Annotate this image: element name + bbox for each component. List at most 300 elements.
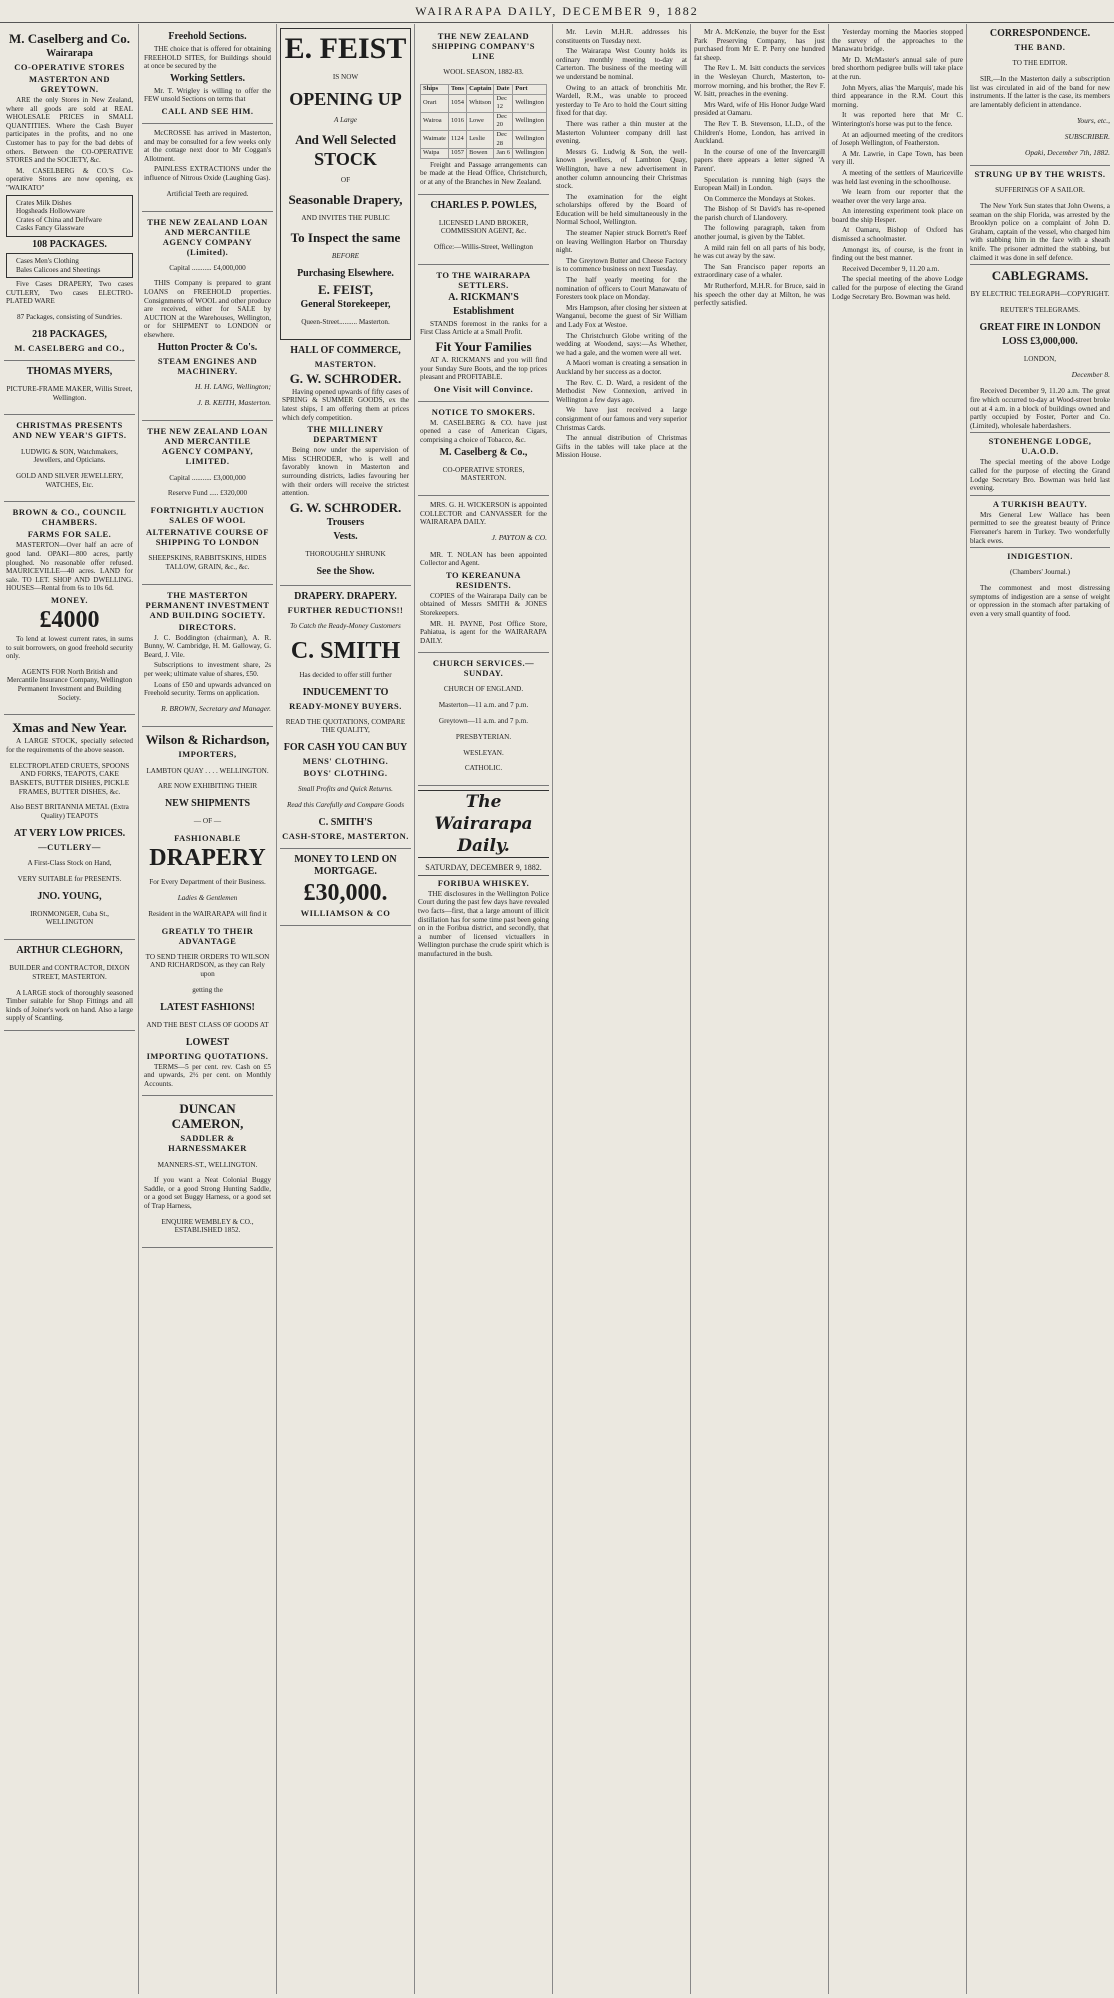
saddler-line: SADDLER & HARNESSMAKER <box>168 1133 247 1154</box>
strung-body: The New York Sun states that John Owens, a seaman on the ship Florida, was arrested by the Brooklyn police on a complaint of John D. Graham, captain of the vessel, who charged him with stabbing him in the face with a sheath knife. The prisoner admitted the stabbing, but claimed it was done in self defence. <box>970 202 1110 262</box>
thirty-thousand: £30,000. <box>303 879 388 906</box>
myers-ad <box>4 361 135 416</box>
column-6 <box>694 26 825 1994</box>
drapery-title: DRAPERY <box>149 845 266 872</box>
news-paragraph: Received December 9, 11.20 a.m. <box>842 264 940 273</box>
drapery-drapery: DRAPERY. DRAPERY. <box>294 590 397 602</box>
decided-line: Has decided to offer still further <box>299 670 392 679</box>
news-paragraph: The steamer Napier struck Borrett's Reef on leaving Wellington Harbor on Thursday night. <box>556 229 687 255</box>
news-paragraph: On Commerce the Mondays at Stokes. <box>704 194 815 203</box>
table-row <box>421 112 547 130</box>
inducement-line: INDUCEMENT TO <box>302 686 389 698</box>
foribua-title: FORIBUA WHISKEY. <box>437 877 530 888</box>
column-rule <box>276 24 277 1994</box>
farms-title: FARMS FOR SALE. <box>27 529 112 540</box>
ladies-line: Ladies & Gentlemen <box>177 894 238 903</box>
jno-sub: IRONMONGER, Cuba St., WELLINGTON <box>30 909 109 927</box>
london-line: LONDON, <box>1023 355 1057 364</box>
see-show: See the Show. <box>316 565 375 577</box>
vests-line: Vests. <box>333 530 358 542</box>
news-paragraph: The Rev. C. D. Ward, a resident of the Methodist New Connexion, arrived in Wellington a few days ago. <box>556 378 687 404</box>
correspondence-title: CORRESPONDENCE. <box>989 28 1091 39</box>
read-carefully: Read this Carefully and Compare Goods <box>286 801 405 810</box>
families-title: TO THE WAIRARAPA SETTLERS. <box>436 269 531 290</box>
news-paragraph: A Mr. Lawrie, in Cape Town, has been very ill. <box>832 149 963 167</box>
smith-ad <box>280 586 411 849</box>
storekeeper-line: General Storekeeper, <box>300 298 391 310</box>
capital-line: Capital ........... £4,000,000 <box>169 263 246 272</box>
column-rule <box>138 24 139 1994</box>
caselberg-ad <box>4 26 135 361</box>
capital2-line: Capital ........... £3,000,000 <box>169 473 246 482</box>
hutton-line: Hutton Procter & Co's. <box>157 341 258 353</box>
catholic: CATHOLIC. <box>464 764 503 773</box>
indigestion-body: The commonest and most distressing symptoms of indigestion are a sense of weight or oppression in the stomach after partaking of even a very small quantity of food. <box>970 584 1110 618</box>
news-paragraph: The examination for the eight scholarships offered by the Board of Education will be held simultaneously in the Normal School, Wellington. <box>556 192 687 227</box>
packages-218: 218 PACKAGES, <box>32 328 107 340</box>
arthur-sub: BUILDER and CONTRACTOR, DIXON STREET, MASTERTON. <box>9 964 130 981</box>
mc-items-box <box>6 195 133 237</box>
fortnightly-line: FORTNIGHTLY AUCTION SALES OF WOOL <box>150 505 265 526</box>
fire-body: Received December 9, 11.20 a.m. The great fire which occurred to-day at Wood-street broke out at 4 a.m. in a block of buildings owned and partly occupied by Foster, Porter and Co. (Limited), wholesale haberdashers. <box>970 387 1110 430</box>
nz-loan-ad <box>142 212 273 422</box>
nz-loan-body: THIS Company is prepared to grant LOANS on FREEHOLD properties. Consignments of WOOL and other produce are received, either for SALE by AUCTION at the Warehouses, Wellington, or for SHIPMENT to LONDON or elsewhere. <box>144 279 271 340</box>
freehold-ad <box>142 26 273 124</box>
electroplate-line: ELECTROPLATED CRUETS, SPOONS AND FORKS, TEAPOTS, CAKE BASKETS, BUTTER DISHES, PICKLE FRAMES, BUTTER DISHES, &c. <box>9 761 130 796</box>
trousers-line: Trousers <box>326 516 365 528</box>
nz-shipping-title: THE NEW ZEALAND SHIPPING COMPANY'S LINE <box>431 31 536 61</box>
table-cell: Dec 28 <box>494 130 513 148</box>
news-paragraph: Yesterday morning the Maories stopped the survey of the approaches to the Manawatu bridge. <box>832 28 963 54</box>
table-cell: Lowe <box>467 112 494 130</box>
electric-line: BY ELECTRIC TELEGRAPH—COPYRIGHT. <box>970 290 1110 299</box>
fit-families: Fit Your Families <box>435 339 532 355</box>
caselberg-body: ARE the only Stores in New Zealand, where all goods are sold at REAL WHOLESALE PRICES in SMALL QUANTITIES. Where the Cash Buyer participates in the profits, and no one Customer has to pay for the bad debts of others. Between the CO-OPERATIVE STORES and the SOCIETY, &c. <box>6 96 133 165</box>
news-paragraph: It was reported here that Mr C. Winterington's horse was put to the fence. <box>832 111 963 128</box>
to-editor: TO THE EDITOR. <box>1012 59 1068 68</box>
invites-line: AND INVITES THE PUBLIC <box>301 214 390 223</box>
farms-body: MASTERTON—Over half an acre of good land. OPAKI—800 acres, partly ploughed. No reasonable offer refused. MAURICEVILLE—40 acres. LAND for sale. TO LET. SHOP AND DWELLING. HOUSES—Rental from 6s to 10s 6d. <box>6 541 133 593</box>
further-reductions: FURTHER REDUCTIONS!! <box>287 604 404 615</box>
cutlery-line: —CUTLERY— <box>38 841 101 852</box>
table-cell: Wellington <box>513 94 547 112</box>
alternative-line: ALTERNATIVE COURSE OF SHIPPING TO LONDON <box>146 527 269 548</box>
very-low-line: AT VERY LOW PRICES. <box>13 827 126 839</box>
small-profits: Small Profits and Quick Returns. <box>298 785 393 794</box>
table-cell: Wairoa <box>421 112 449 130</box>
table-header: Ships <box>421 84 449 94</box>
news-paragraph: The special meeting of the above Lodge called for the purpose of electing the Grand Lodge Secretary Bro. Bowman was held. <box>832 275 963 301</box>
nameplate: The Wairarapa Daily. <box>418 790 549 858</box>
packages-title: 108 PACKAGES. <box>32 238 107 250</box>
sheepskins-line: SHEEPSKINS, RABBITSKINS, HIDES TALLOW, GRAIN, &c., &c. <box>148 554 267 571</box>
importing-line: IMPORTING QUOTATIONS. <box>146 1050 269 1061</box>
news-paragraph: The Rev L. M. Isitt conducts the services in the Wesleyan Church, Masterton, to-morrow morning, and his brother, the Rev F. W. Isitt, preaches in the evening. <box>694 64 825 99</box>
money-lend: MONEY TO LEND ON MORTGAGE. <box>294 853 397 877</box>
table-cell: 1057 <box>448 149 466 159</box>
smokers-ad <box>418 402 549 496</box>
smokers-title: NOTICE TO SMOKERS. <box>431 406 536 417</box>
powles-sub: LICENSED LAND BROKER, COMMISSION AGENT, &c. <box>438 218 529 236</box>
table-cell: Bowen <box>467 149 494 159</box>
feist-ad <box>280 28 411 340</box>
csmith-sign: C. SMITH'S <box>318 816 373 828</box>
feist-sign: E. FEIST, <box>317 281 374 297</box>
stonehenge-title: STONEHENGE LODGE, U.A.O.D. <box>970 432 1110 456</box>
mc-item: Crates Milk Dishes <box>16 198 72 207</box>
brown-ad <box>4 502 135 715</box>
news-paragraph: Mr A. McKenzie, the buyer for the Esst Park Preserving Company, has just purchased from Mr E. P. Perry one hundred fat sheep. <box>694 28 825 62</box>
indigestion-title: INDIGESTION. <box>970 547 1110 561</box>
news-paragraph: The Christchurch Globe writing of the wedding at Woodend, says:—As Whether, we had a gale, and the women were all wet. <box>556 331 687 357</box>
news-paragraph: The following paragraph, taken from another journal, is given by the Tablet. <box>694 224 825 242</box>
news-paragraph: A mild rain fell on all parts of his body, he was cut away by the saw. <box>694 243 825 261</box>
csmith-title: C. SMITH <box>290 637 401 664</box>
cleghorn-ad <box>4 940 135 1031</box>
london-date: December 8. <box>1071 370 1110 380</box>
mc-item: Casks Fancy Glassware <box>16 224 85 233</box>
wilson-ask: ARE NOW EXHIBITING THEIR <box>157 782 258 791</box>
table-cell: Wellington <box>513 149 547 159</box>
news-paragraph: The annual distribution of Christmas Gifts in the tables will take place at the Mission House. <box>556 434 687 460</box>
table-header: Date <box>494 84 513 94</box>
mc-item: Hogsheads Hollowware <box>16 207 85 216</box>
greatly-line: GREATLY TO THEIR ADVANTAGE <box>161 925 254 946</box>
reserve-line: Reserve Fund ..... £320,000 <box>167 489 248 498</box>
column-8 <box>970 26 1110 1994</box>
wool-season: WOOL SEASON, 1882-83. <box>443 68 524 77</box>
directors-title: DIRECTORS. <box>178 621 237 632</box>
table-cell: Orari <box>421 94 449 112</box>
packages-87: 87 Packages, consisting of Sundries. <box>16 313 122 322</box>
column-3 <box>280 26 411 1994</box>
painless-body: PAINLESS EXTRACTIONS under the influence of Nitrous Oxide (Laughing Gas). <box>144 165 271 182</box>
stone-body: The special meeting of the above Lodge called for the purpose of electing the Grand Lodge Secretary Bro. Bowman was held last evening. <box>970 458 1110 493</box>
shipping-table <box>420 84 547 159</box>
xmas-body: A LARGE STOCK, specially selected for the requirements of the above season. <box>6 737 133 755</box>
money-body: To lend at lowest current rates, in sums to suit borrowers, on good freehold security only. <box>6 634 133 661</box>
news-paragraph: There was rather a thin muster at the Masterton Volunteer company drill last evening. <box>556 119 687 146</box>
every-dept: For Every Department of their Business. <box>149 878 266 887</box>
church-title: CHURCH SERVICES.—SUNDAY. <box>432 658 535 679</box>
lowest-line: LOWEST <box>185 1036 230 1048</box>
column-rule <box>966 24 967 1994</box>
suitable-line: VERY SUITABLE for PRESENTS. <box>17 874 122 883</box>
table-cell: Jan 6 <box>494 149 513 159</box>
cameron-ad <box>142 1096 273 1248</box>
powles-ad <box>418 195 549 265</box>
news-paragraph: Amongst its, of course, is the front in finding out the best manner. <box>832 245 963 263</box>
table-cell: Leslie <box>467 130 494 148</box>
spring-body: Having opened upwards of fifty cases of SPRING & SUMMER GOODS, ex the latest ships, I am offering them at prices which defy competition. <box>282 387 409 422</box>
myers-title: THOMAS MYERS, <box>26 365 113 377</box>
keith-sign: J. B. KEITH, Masterton. <box>197 398 271 408</box>
powles-office: Office:—Willis-Street, Wellington <box>433 243 534 252</box>
call-see-him: CALL AND SEE HIM. <box>161 105 254 116</box>
signed-line: SUBSCRIBER. <box>1064 131 1110 141</box>
xmas-title: Xmas and New Year. <box>12 720 127 736</box>
masthead: WAIRARAPA DAILY, DECEMBER 9, 1882 <box>0 0 1114 23</box>
of-line: — OF — <box>193 817 222 826</box>
mortgage-ad <box>280 849 411 926</box>
table-cell: Wellington <box>513 130 547 148</box>
thoroughly-line: THOROUGHLY SHRUNK <box>305 549 386 558</box>
table-header: Tons <box>448 84 466 94</box>
table-cell: 1054 <box>448 94 466 112</box>
britannia-line: Also BEST BRITANNIA METAL (Extra Quality) TEAPOTS <box>10 803 129 820</box>
feist-name: E. FEIST <box>284 32 407 65</box>
wilson-title: Wilson & Richardson, <box>145 732 270 748</box>
yours-line: Yours, etc., <box>1076 115 1110 125</box>
arthur-body: A LARGE stock of thoroughly seasoned Timber suitable for Shop Fittings and all kinds of Joiner's work on hand. Also a large supply of Scantling. <box>6 988 133 1023</box>
column-2 <box>142 26 273 1994</box>
church-england: CHURCH OF ENGLAND. <box>443 685 524 694</box>
hall-town: MASTERTON. <box>314 358 377 369</box>
dentist-ad <box>142 124 273 212</box>
inspect-line: To Inspect the same <box>290 229 401 245</box>
first-class-line: A First-Class Stock on Hand, <box>27 858 112 867</box>
column-1 <box>4 26 135 1994</box>
drapery-line: Five Cases DRAPERY, Two cases CUTLERY, Two cases ELECTRO-PLATED WARE <box>6 280 133 306</box>
send-orders: TO SEND THEIR ORDERS TO WILSON AND RICHARDSON, as they can Rely upon <box>145 952 270 978</box>
brown-title: BROWN & CO., COUNCIL CHAMBERS. <box>12 507 127 528</box>
strung-title: STRUNG UP BY THE WRISTS. <box>970 165 1110 179</box>
is-now: IS NOW <box>332 73 359 82</box>
news-paragraph: We have just received a large consignment of our famous and very superior Christmas Cards. <box>556 406 687 432</box>
copies-line: COPIES of the Wairarapa Daily can be obtained of Messrs SMITH & JONES Storekeepers. <box>420 591 547 617</box>
ready-buyers: READY-MONEY BUYERS. <box>289 700 402 711</box>
news-paragraph: John Myers, alias 'the Marquis', made his third appearance in the R.M. Court this morning. <box>832 83 963 109</box>
reduced-line: READ THE QUOTATIONS, COMPARE THE QUALITY, <box>285 717 406 735</box>
duncan-body: If you want a Neat Colonial Buggy Saddle, or a good Strong Hunting Saddle, or a good set Buggy Harness, or a good set of Trap Harness, <box>144 1176 271 1211</box>
wickerson-line: MRS. G. H. WICKERSON is appointed COLLECTOR and CANVASSER for the WAIRARAPA DAILY. <box>420 501 547 527</box>
mens-clothing: MENS' CLOTHING. <box>302 756 389 767</box>
resident-line: Resident in the WAIRARAPA will find it <box>148 909 267 918</box>
schroder-title: G. W. SCHRODER. <box>289 370 402 386</box>
freehold-body: THE choice that is offered for obtaining FREEHOLD SITES, for Buildings should at once be secured by the <box>144 45 271 71</box>
column-rule <box>828 24 829 1994</box>
lang-sign: H. H. LANG, Wellington; <box>195 382 271 392</box>
agents-ad <box>418 496 549 653</box>
payne-line: MR. H. PAYNE, Post Office Store, Pahiatua, is agent for the WAIRARAPA DAILY. <box>420 619 547 645</box>
establishment-line: Establishment <box>452 305 515 317</box>
table-row <box>421 149 547 159</box>
news-paragraph: At an adjourned meeting of the creditors of Joseph Wellington, of Featherston. <box>832 130 963 148</box>
greytown-church: Greytown—11 a.m. and 7 p.m. <box>438 717 529 726</box>
news-paragraph: Owing to an attack of bronchitis Mr. Wardell, R.M., was unable to proceed yesterday to Te Aro to hold the Court sitting fixed for that day. <box>556 83 687 118</box>
table-cell: Waimate <box>421 130 449 148</box>
news-paragraph: Mrs Ward, wife of His Honor Judge Ward presided at Oamaru. <box>694 100 825 118</box>
news-paragraph: A Maori woman is creating a sensation in Auckland by her success as a doctor. <box>556 359 687 376</box>
money-amount: £4000 <box>39 606 100 633</box>
money-title: MONEY. <box>51 594 88 605</box>
turkish-title: A TURKISH BEAUTY. <box>970 495 1110 509</box>
table-cell: Wellington <box>513 112 547 130</box>
and-well: And Well Selected <box>295 131 396 147</box>
table-header: Port <box>513 84 547 94</box>
news-paragraph: The Rev T. B. Stevenson, LL.D., of the Children's Home, London, has arrived in Auckland. <box>694 119 825 146</box>
gold-silver-line: GOLD AND SILVER JEWELLERY, WATCHES, Etc. <box>15 471 123 489</box>
coop-stores: CO-OPERATIVE STORES, MASTERTON. <box>442 465 525 483</box>
packages-item: Bales Calicoes and Sheetings <box>16 265 101 274</box>
column-rule <box>414 24 415 1994</box>
millinery-title: THE MILLINERY DEPARTMENT <box>307 424 384 445</box>
table-cell: Dec 20 <box>494 112 513 130</box>
masterton-perm-ad <box>142 585 273 728</box>
rickman-ad <box>418 265 549 402</box>
wilson-place: LAMBTON QUAY . . . . WELLINGTON. <box>146 766 269 775</box>
caselberg-ad2: M. CASELBERG & CO.'S Co-operative Stores are now opening, ex "WAIKATO" <box>6 166 133 192</box>
powles-title: CHARLES P. POWLES, <box>430 199 537 211</box>
nz-loan2-ad <box>142 421 273 584</box>
freehold-title: Freehold Sections. <box>168 31 247 42</box>
smokers-body: M. CASELBERG & CO. have just opened a case of American Cigars, comprising a choice of Tobacco, &c. <box>420 418 547 444</box>
table-cell: Waipa <box>421 149 449 159</box>
band-title: THE BAND. <box>1014 42 1066 52</box>
brown-sec: R. BROWN, Secretary and Manager. <box>161 704 271 714</box>
ludwig-ad <box>4 415 135 502</box>
great-fire-title: GREAT FIRE IN LONDON <box>979 322 1101 333</box>
agents-line: AGENTS FOR North British and Mercantile Insurance Company, Wellington Permanent Investment and Building Society. <box>6 667 133 702</box>
packages-box <box>6 253 133 278</box>
cablegrams-title: CABLEGRAMS. <box>970 264 1110 283</box>
column-5 <box>556 26 687 1994</box>
church-ad <box>418 653 549 786</box>
presbyterian: PRESBYTERIAN. <box>455 732 512 741</box>
table-header: Captain <box>467 84 494 94</box>
of-line: OF <box>340 176 351 185</box>
news-paragraph: The Bishop of St David's has re-opened the parish church of Llandovery. <box>694 205 825 222</box>
table-cell: Dec 12 <box>494 94 513 112</box>
nz-loan2-title: THE NEW ZEALAND LOAN AND MERCANTILE AGENCY COMPANY, LIMITED. <box>147 426 268 467</box>
cash-buy: FOR CASH YOU CAN BUY <box>283 742 408 754</box>
hall-commerce: HALL OF COMMERCE, <box>290 344 401 356</box>
ready-line: STANDS foremost in the ranks for a First Class Article at a Small Profit. <box>420 319 547 337</box>
column-rule <box>552 24 553 1994</box>
payton-sign: J. PAYTON & CO. <box>491 533 547 543</box>
schroder-ad <box>280 340 411 586</box>
purchasing-line: Purchasing Elsewhere. <box>297 267 394 279</box>
news-paragraph: Mr Rutherford, M.H.R. for Bruce, said in his speech the other day at Milton, he was perfectly satisfied. <box>694 282 825 308</box>
duncan-title: DUNCAN CAMERON, <box>171 1101 244 1132</box>
nolan-line: MR. T. NOLAN has been appointed Collector and Agent. <box>420 550 547 568</box>
fit-body: AT A. RICKMAN'S and you will find your Sunday Sure Boots, and the top prices pleasant and PROFITABLE. <box>420 356 547 382</box>
loans-line: Loans of £50 and upwards advanced on Freehold security. Terms on application. <box>144 680 271 698</box>
reuters-line: REUTER'S TELEGRAMS. <box>1000 306 1080 315</box>
news-paragraph: An interesting experiment took place on board the ship Hesper. <box>832 207 963 224</box>
ludwig-line: LUDWIG & SON, Watchmakers, Jewellers, and Opticians. <box>21 447 118 465</box>
schroder-title-2: G. W. SCHRODER. <box>289 499 402 515</box>
christmas-title: CHRISTMAS PRESENTS AND NEW YEAR'S GIFTS. <box>12 420 127 441</box>
band-body: SIR,—In the Masterton daily a subscription list was circulated in aid of the band for new instruments. If the latter is the case, its members are lamentably deficient in attendance. <box>970 74 1110 109</box>
seasonable-drapery: Seasonable Drapery, <box>288 191 403 207</box>
table-cell: 1016 <box>448 112 466 130</box>
chambers-line: (Chambers' Journal.) <box>1010 568 1070 577</box>
news-paragraph: Mr D. McMaster's annual sale of pure bred shorthorn pedigree bulls will take place at the run. <box>832 55 963 81</box>
myers-sub: PICTURE-FRAME MAKER, Willis Street, Wellington. <box>6 385 133 402</box>
table-row <box>421 94 547 112</box>
news-paragraph: The San Francisco paper reports an extraordinary case of a whaler. <box>694 262 825 280</box>
terms-line: TERMS—5 per cent. rev. Cash on £5 and upwards, 2½ per cent. on Monthly Accounts. <box>144 1062 271 1088</box>
millinery-body: Being now under the supervision of Miss SCHRODER, who is well and favorably known in Masterton and surrounding districts, ladies favouring her with their orders will receive the strictest attention. <box>282 446 409 498</box>
table-header-row <box>421 84 547 94</box>
suffering-sub: SUFFERINGS OF A SAILOR. <box>995 186 1085 195</box>
caselberg-sub: Wairarapa <box>46 48 93 59</box>
shipping-ad <box>418 26 549 195</box>
jno-young: JNO. YOUNG, <box>37 890 102 902</box>
caselberg-towns: MASTERTON AND GREYTOWN. <box>29 74 110 94</box>
arthur-title: ARTHUR CLEGHORN, <box>16 945 123 957</box>
column-4 <box>418 26 549 1994</box>
opening-up: OPENING UP <box>289 88 402 109</box>
rickman-title: A. RICKMAN'S <box>448 291 519 303</box>
news-paragraph: Messrs G. Ludwig & Son, the well-known jewellers, of Lambton Quay, Wellington, have a new advertisement in another column announcing their Christmas stock. <box>556 147 687 191</box>
caselberg-title: M. Caselberg and Co. <box>9 31 130 46</box>
emmerson-line: ENQUIRE WEMBLEY & CO., ESTABLISHED 1852. <box>161 1217 254 1235</box>
news-paragraph: The half yearly meeting for the nomination of officers to Court Manawatu of Foresters took place on Monday. <box>556 276 687 302</box>
wesleyan: WESLEYAN. <box>463 748 504 757</box>
working-settlers: Working Settlers. <box>170 72 245 84</box>
news-paragraph: In the course of one of the Invercargill papers there appears a letter signed 'A Parent'. <box>694 147 825 173</box>
signed-place: Opaki, December 7th, 1882. <box>1025 148 1110 158</box>
masterton-perm-title: THE MASTERTON PERMANENT INVESTMENT AND BUILDING SOCIETY. <box>145 589 270 620</box>
news-paragraph: We learn from our reporter that the weather over the very large area. <box>832 188 963 205</box>
foribua-body: THE disclosures in the Wellington Police Court during the past few days have revealed two facts—first, that a large amount of illicit distillation has for some time past been going on in the Foribua district, and secondly, that a number of licensed victuallers in Wellington purchase the crude spirit which is manufactured in the bush. <box>418 889 549 958</box>
mcrosse-body: McCROSSE has arrived in Masterton, and may be consulted for a few weeks only at the cottage next door to Mr Coggan's Allotment. <box>144 128 271 163</box>
stock-line: STOCK <box>314 148 377 169</box>
new-shipments: NEW SHIPMENTS <box>164 798 251 810</box>
subscriptions-line: Subscriptions to investment share, 2s per week; ultimate value of shares, £50. <box>144 661 271 678</box>
artificial-line: Artificial Teeth are required. <box>166 189 249 198</box>
news-paragraph: At Oamaru, Bishop of Oxford has dismissed a schoolmaster. <box>832 226 963 244</box>
williamson-line: WILLIAMSON & CO <box>300 907 391 918</box>
packages-item: Cases Men's Clothing <box>16 256 79 265</box>
column-7 <box>832 26 963 1994</box>
freight-body: Freight and Passage arrangements can be made at the Head Office, Christchurch, or at any of the Branches in New Zealand. <box>420 160 547 186</box>
column-rule <box>690 24 691 1994</box>
news-paragraph: Mrs Hampson, after closing her sixteen at Wanganui, become the guest of Sir William and Lady Fox at Westoe. <box>556 303 687 329</box>
news-paragraph: Speculation is running high (says the European Mail) in London. <box>694 175 825 193</box>
a-large: A Large <box>334 116 357 125</box>
masterton-church: Masterton—11 a.m. and 7 p.m. <box>438 701 529 710</box>
ready-money: To Catch the Ready-Money Customers <box>290 621 401 630</box>
caselberg-sign: M. CASELBERG and CO., <box>14 342 125 353</box>
news-paragraph: The Greytown Butter and Cheese Factory is to commence business on next Tuesday. <box>556 256 687 274</box>
table-cell: 1124 <box>448 130 466 148</box>
news-paragraph: The Wairarapa West County holds its ordinary monthly meeting to-day at Carterton. The business of the meeting will we understand be nominal. <box>556 47 687 81</box>
caselberg-coop: M. Caselberg & Co., <box>439 446 528 458</box>
caselberg-stores: CO-OPERATIVE STORES <box>14 62 125 72</box>
news-paragraph: Mr. Levin M.H.R. addresses his constituents on Tuesday next. <box>556 28 687 45</box>
turkish-body: Mrs General Lew Wallace has been permitted to see the greatest beauty of Prince Fiereaner's harem in Turkey. Two wonderfully black ewes. <box>970 510 1110 545</box>
latest-fashions: LATEST FASHIONS! <box>160 1001 255 1013</box>
nz-loan-title: THE NEW ZEALAND LOAN AND MERCANTILE AGENCY COMPANY (Limited). <box>147 216 268 257</box>
wilson-ad <box>142 727 273 1096</box>
best-class: AND THE BEST CLASS OF GOODS AT <box>146 1020 269 1029</box>
kerata-title: TO KEREANUNA RESIDENTS. <box>445 569 522 590</box>
boys-clothing: BOYS' CLOTHING. <box>303 768 388 779</box>
steam-line: STEAM ENGINES AND MACHINERY. <box>157 355 258 376</box>
wilson-sub: IMPORTERS, <box>178 749 237 760</box>
wrigley-line: Mr. T. Wrigley is willing to offer the FEW unsold Sections on terms that <box>144 86 271 104</box>
dateline: SATURDAY, DECEMBER 9, 1882. <box>418 862 549 876</box>
manners-line: MANNERS-ST., WELLINGTON. <box>157 1160 258 1169</box>
loss-line: LOSS £3,000,000. <box>1002 336 1078 347</box>
xmas-ad <box>4 715 135 940</box>
getting-line: getting the <box>192 985 223 994</box>
news-paragraph: A meeting of the settlers of Mauriceville was held last evening in the schoolhouse. <box>832 168 963 186</box>
table-row <box>421 130 547 148</box>
